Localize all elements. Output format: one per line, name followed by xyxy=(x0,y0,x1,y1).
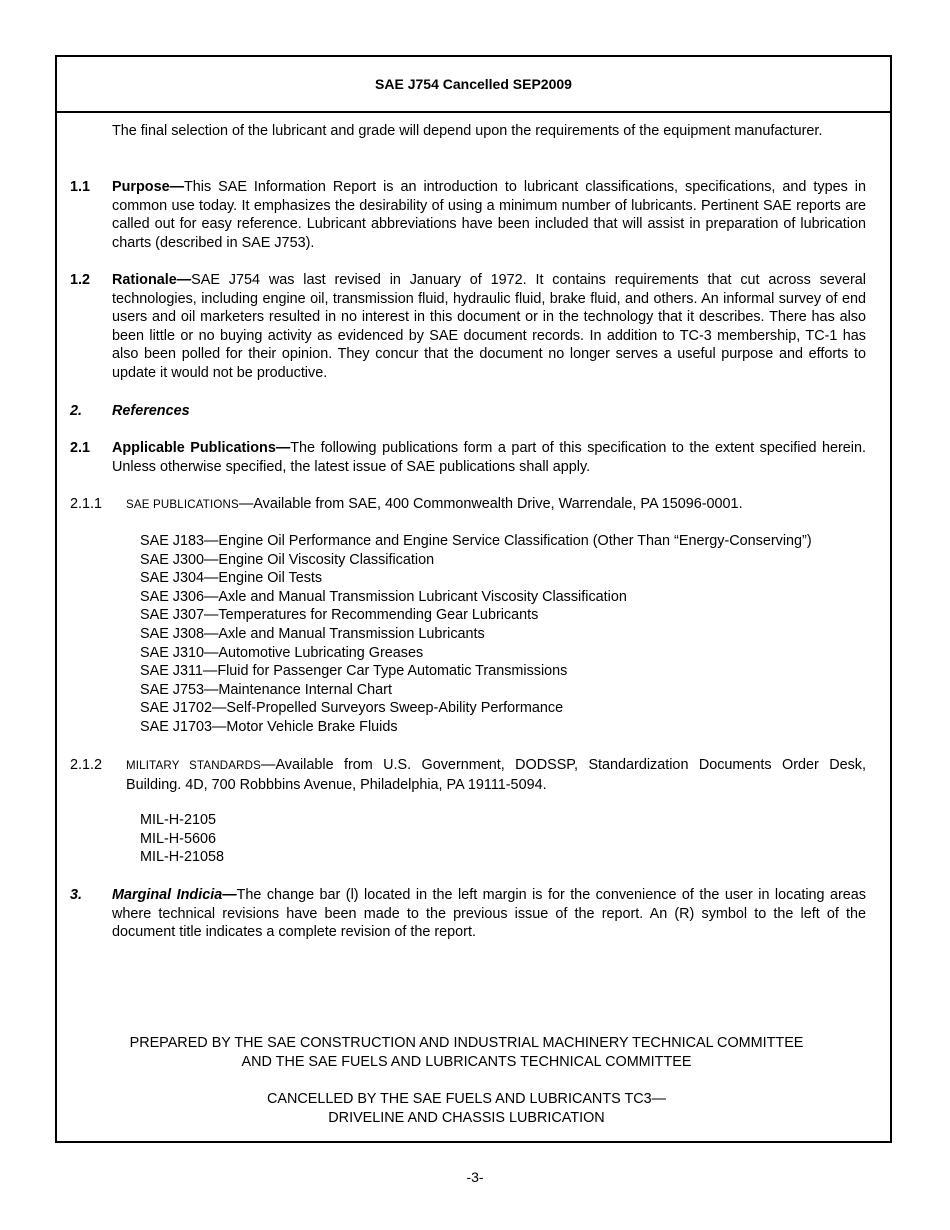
header-title: SAE J754 Cancelled SEP2009 xyxy=(375,75,572,92)
list-item: SAE J300—Engine Oil Viscosity Classification xyxy=(140,551,435,568)
section-heading: Rationale— xyxy=(112,272,192,288)
section-number: 2.1 xyxy=(70,440,91,456)
section-text: —Available from SAE, 400 Commonwealth Drive, Warrendale, PA 15096-0001. xyxy=(238,496,743,512)
section-heading: Purpose— xyxy=(112,179,184,195)
section-heading: Marginal Indicia— xyxy=(112,887,237,903)
section-heading: MILITARY STANDARDS xyxy=(126,760,262,772)
section-text: —Available from U.S. Government, DODSSP, Standardization Documents Order Desk, Building. 4D, 700 Robbbins Avenue, Philadelphia, PA 19111-5094. xyxy=(126,757,866,793)
list-item: MIL-H-5606 xyxy=(140,830,216,847)
section-text: The change bar (l) located in the left margin is for the convenience of the user in locating areas where technical revisions have been made to the previous issue of the report. An (R) symbol to the left of the document title indicates a complete revision of the report. xyxy=(112,887,866,941)
list-item: SAE J304—Engine Oil Tests xyxy=(140,570,323,587)
document-header xyxy=(57,57,890,113)
list-item: SAE J307—Temperatures for Recommending Gear Lubricants xyxy=(140,607,539,624)
intro-paragraph: The final selection of the lubricant and grade will depend upon the requirements of the equipment manufacturer. xyxy=(112,123,823,139)
list-item: MIL-H-2105 xyxy=(140,812,216,828)
cancelled-line: DRIVELINE AND CHASSIS LUBRICATION xyxy=(328,1109,605,1126)
section-purpose xyxy=(112,178,866,252)
section-number: 1.2 xyxy=(70,272,91,288)
list-item: SAE J1703—Motor Vehicle Brake Fluids xyxy=(140,718,398,735)
section-heading: SAE PUBLICATIONS xyxy=(126,499,239,511)
section-applicable-publications xyxy=(112,439,866,476)
section-heading: References xyxy=(112,403,190,419)
list-item: SAE J753—Maintenance Internal Chart xyxy=(140,681,392,698)
section-text: This SAE Information Report is an introduction to lubricant classifications, specifications, and types in common use today. It emphasizes the desirability of using a minimum number of lubricants. Pertinent SAE reports are called out for easy reference. Lubricant abbreviations have been included that will assist in preparation of lubrication charts (described in SAE J753). xyxy=(112,179,866,251)
list-item: SAE J183—Engine Oil Performance and Engine Service Classification (Other Than “Energy-Conserving”) xyxy=(140,533,812,549)
prepared-line: AND THE SAE FUELS AND LUBRICANTS TECHNICAL COMMITTEE xyxy=(241,1053,692,1070)
prepared-line: PREPARED BY THE SAE CONSTRUCTION AND INDUSTRIAL MACHINERY TECHNICAL COMMITTEE xyxy=(129,1035,804,1051)
section-number: 2.1.2 xyxy=(70,757,103,773)
section-sae-publications xyxy=(126,495,866,515)
section-references xyxy=(112,402,866,421)
list-item: SAE J308—Axle and Manual Transmission Lubricants xyxy=(140,625,485,642)
cancelled-by-statement xyxy=(48,1090,885,1127)
list-item: SAE J310—Automotive Lubricating Greases xyxy=(140,644,424,661)
section-number: 1.1 xyxy=(70,179,91,195)
list-item: MIL-H-21058 xyxy=(140,849,224,866)
cancelled-line: CANCELLED BY THE SAE FUELS AND LUBRICANTS TC3— xyxy=(266,1091,667,1107)
section-marginal-indicia xyxy=(112,886,866,942)
section-number: 2. xyxy=(70,403,83,419)
section-text: SAE J754 was last revised in January of 1972. It contains requirements that cut across several technologies, including engine oil, transmission fluid, hydraulic fluid, brake fluid, and others. An informal survey of end users and oil marketers resulted in no interest in this document or in the technology that it describes. There has also been little or no buying activity as evidenced by SAE document records. In addition to TC-3 membership, TC-1 has also been polled for their opinion. They concur that the document no longer serves a useful purpose and efforts to update it would not be productive. xyxy=(112,272,866,381)
section-number: 3. xyxy=(70,887,83,903)
section-military-standards xyxy=(126,756,866,794)
prepared-by-statement xyxy=(48,1034,885,1071)
section-rationale xyxy=(112,271,866,383)
list-item: SAE J306—Axle and Manual Transmission Lubricant Viscosity Classification xyxy=(140,588,627,605)
section-text: The following publications form a part of this specification to the extent specified herein. Unless otherwise specified, the latest issue of SAE publications shall apply. xyxy=(112,440,866,475)
list-item: SAE J311—Fluid for Passenger Car Type Automatic Transmissions xyxy=(140,663,568,680)
military-standards-list xyxy=(140,811,880,867)
sae-publications-list xyxy=(140,532,880,737)
section-number: 2.1.1 xyxy=(70,496,103,512)
list-item: SAE J1702—Self-Propelled Surveyors Sweep-Ability Performance xyxy=(140,700,564,717)
page-number: -3- xyxy=(466,1169,484,1185)
section-heading: Applicable Publications— xyxy=(112,440,291,456)
